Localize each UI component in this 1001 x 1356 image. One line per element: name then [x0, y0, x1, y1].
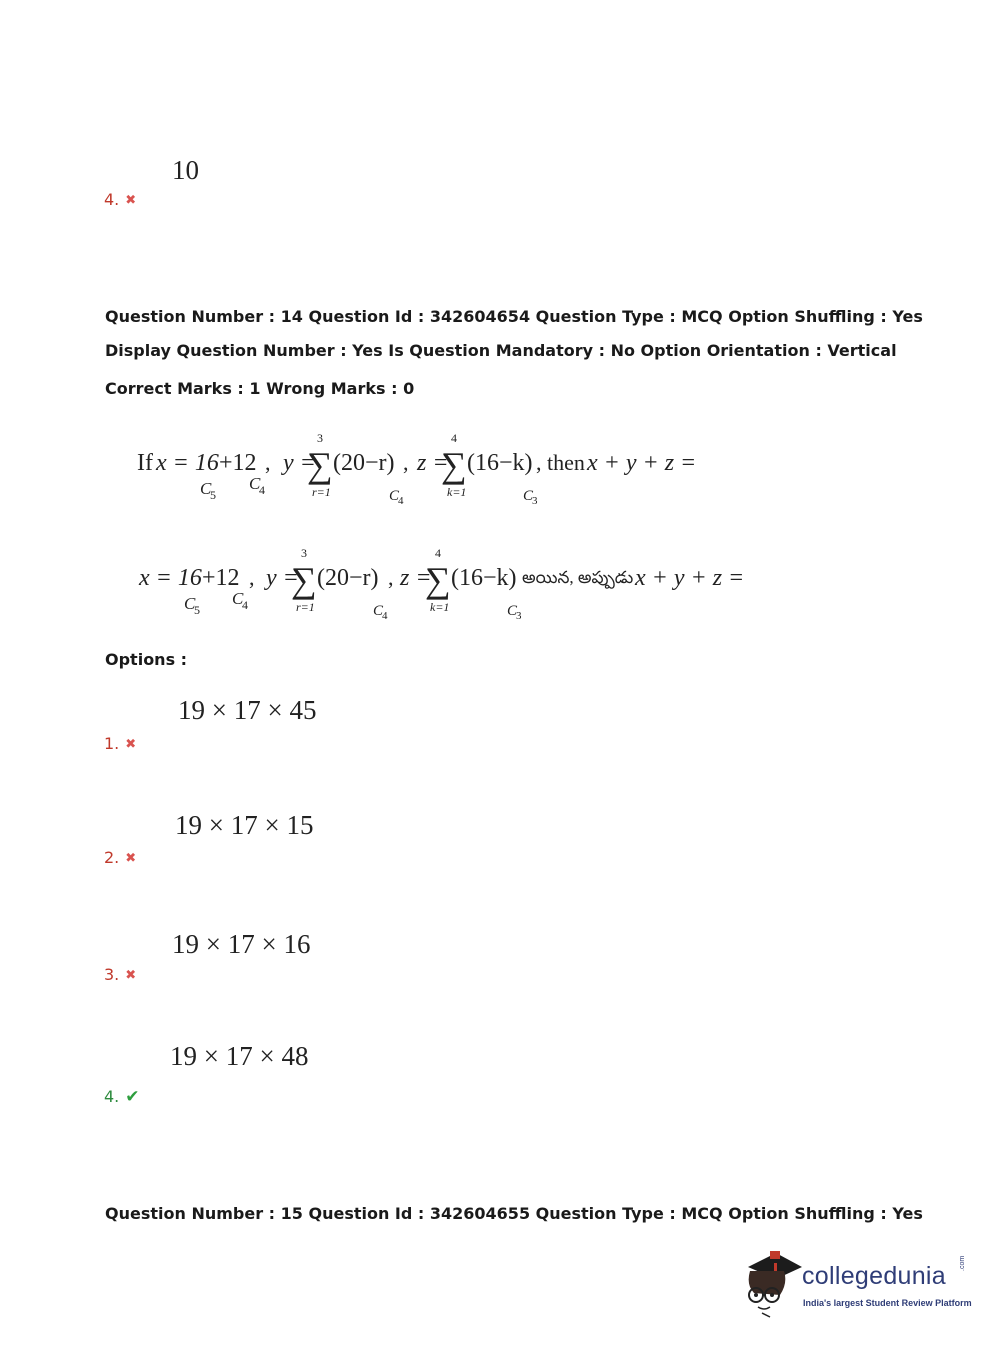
sum-1-sigma-icon: ∑ — [307, 445, 333, 485]
question-14-telugu-formula — [135, 535, 745, 627]
sum-1-c-subscript: 4 — [398, 495, 404, 507]
c5-label: C — [184, 594, 196, 613]
brand-name: collegedunia — [802, 1262, 946, 1290]
wrong-mark-icon: ✖ — [125, 737, 137, 752]
telugu-then-text: అయిన, అప్పుడు — [522, 568, 634, 587]
sum-1-c-subscript: 4 — [382, 610, 388, 622]
sum-1-upper-limit: 3 — [301, 546, 307, 560]
option-4-value: 19 × 17 × 48 — [170, 1041, 309, 1071]
option-3-value: 19 × 17 × 16 — [172, 929, 311, 959]
sum-2-c-subscript: 3 — [516, 610, 522, 622]
option-2-value: 19 × 17 × 15 — [175, 810, 314, 840]
x-expression: x = 16 — [139, 565, 202, 591]
option-number: 4. — [104, 1087, 120, 1106]
sum-2-lower-limit: k=1 — [430, 600, 450, 614]
sum-2-upper-limit: 4 — [451, 431, 457, 445]
svg-text:,: , — [249, 565, 255, 590]
question-14-english — [133, 422, 697, 514]
z-expression: z = — [400, 565, 432, 591]
wrong-mark-icon: ✖ — [125, 851, 137, 866]
option-number: 4. — [104, 190, 120, 209]
options-label: Options : — [105, 650, 188, 669]
sum-2-c-subscript: 3 — [532, 495, 538, 507]
option-number: 1. — [104, 734, 120, 753]
sum-2-body: (16−k) — [467, 450, 533, 476]
option-4-number-row — [104, 1087, 140, 1107]
correct-mark-icon: ✔ — [125, 1087, 140, 1107]
svg-text:,: , — [265, 450, 271, 475]
c5-label: C — [200, 479, 212, 498]
collegedunia-logo — [740, 1245, 980, 1323]
option-number: 2. — [104, 848, 120, 867]
plus-12: +12 — [219, 450, 257, 476]
sum-2-c-label: C — [507, 603, 518, 619]
prev-option-4-number — [104, 190, 136, 209]
svg-text:,: , — [403, 450, 409, 475]
sum-1-lower-limit: r=1 — [312, 485, 331, 499]
c5-subscript: 5 — [194, 603, 200, 617]
y-expression: y = — [266, 565, 299, 591]
sum-2-c-label: C — [523, 488, 534, 504]
sum-1-body: (20−r) — [317, 565, 379, 591]
option-3-number-row — [104, 965, 136, 984]
ask-expression: x + y + z = — [635, 565, 745, 591]
then-word: , then — [536, 450, 585, 475]
c5-subscript: 5 — [210, 488, 216, 502]
brand-tagline: India's largest Student Review Platform — [803, 1298, 972, 1308]
option-1-number-row — [104, 734, 136, 753]
sum-2-upper-limit: 4 — [435, 546, 441, 560]
sum-1-lower-limit: r=1 — [296, 600, 315, 614]
wrong-mark-icon: ✖ — [125, 193, 137, 208]
sum-2-body: (16−k) — [451, 565, 517, 591]
plus-12: +12 — [202, 565, 240, 591]
x-expression: x = 16 — [156, 450, 219, 476]
sum-2-sigma-icon: ∑ — [425, 560, 451, 600]
c4-subscript: 4 — [259, 483, 265, 497]
option-2-number-row — [104, 848, 136, 867]
prev-option-4-value: 10 — [172, 155, 199, 185]
question-14-english-formula — [133, 422, 697, 514]
brand-suffix: .com — [959, 1255, 966, 1271]
y-expression: y = — [283, 450, 316, 476]
if-word: If — [137, 450, 153, 476]
c4-label: C — [249, 474, 261, 493]
option-number: 3. — [104, 965, 120, 984]
ask-expression: x + y + z = — [587, 450, 697, 476]
sum-1-c-label: C — [373, 603, 384, 619]
wrong-mark-icon: ✖ — [125, 968, 137, 983]
c4-label: C — [232, 589, 244, 608]
sum-1-sigma-icon: ∑ — [291, 560, 317, 600]
question-14-meta-line-3: Correct Marks : 1 Wrong Marks : 0 — [105, 379, 415, 398]
question-15-meta-line-1: Question Number : 15 Question Id : 342604655 Question Type : MCQ Option Shuffling : Yes — [105, 1204, 923, 1223]
question-14-meta-line-1: Question Number : 14 Question Id : 342604654 Question Type : MCQ Option Shuffling : Yes — [105, 307, 923, 326]
option-1-value: 19 × 17 × 45 — [178, 695, 317, 725]
svg-text:,: , — [388, 565, 394, 590]
question-14-meta-line-2: Display Question Number : Yes Is Question Mandatory : No Option Orientation : Vertical — [105, 341, 897, 360]
sum-2-sigma-icon: ∑ — [441, 445, 467, 485]
sum-1-upper-limit: 3 — [317, 431, 323, 445]
mascot-icon — [740, 1245, 802, 1317]
question-14-telugu — [135, 535, 745, 627]
sum-1-body: (20−r) — [333, 450, 395, 476]
c4-subscript: 4 — [242, 598, 248, 612]
z-expression: z = — [417, 450, 449, 476]
sum-1-c-label: C — [389, 488, 400, 504]
sum-2-lower-limit: k=1 — [447, 485, 467, 499]
